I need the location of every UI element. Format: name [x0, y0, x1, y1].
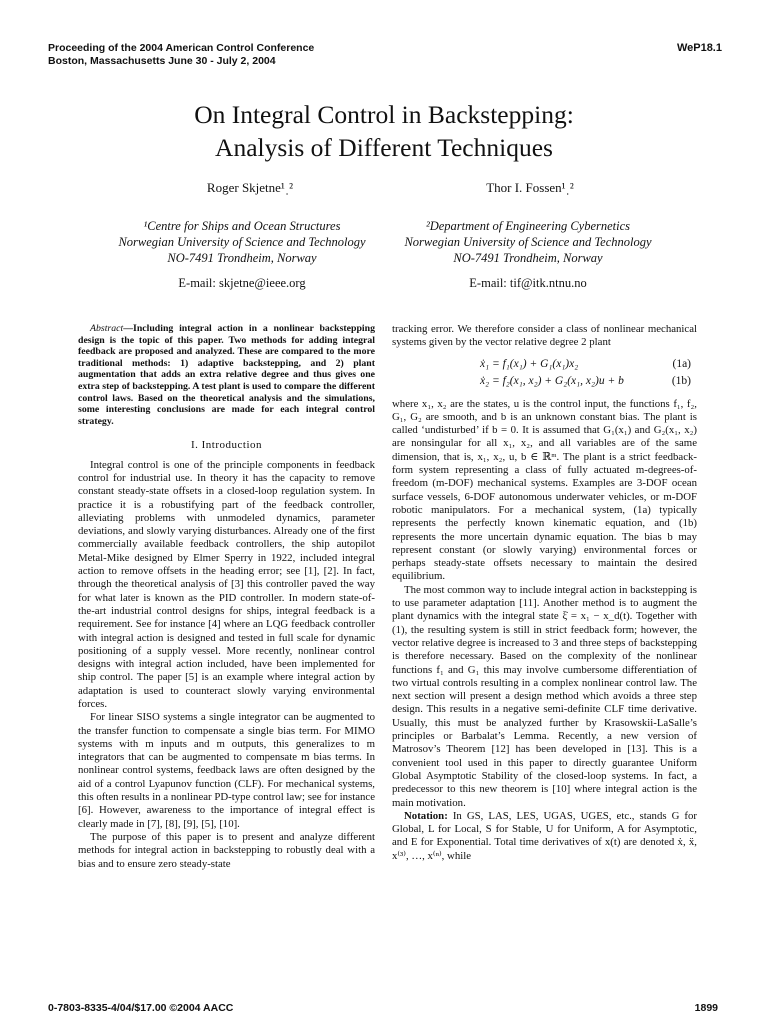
notation-paragraph [392, 810, 697, 863]
title-line-1: On Integral Control in Backstepping: [194, 100, 574, 129]
conference-location: Boston, Massachusetts June 30 - July 2, 2004 [48, 55, 276, 67]
affiliation-1-dept: ¹Centre for Ships and Ocean Structures [143, 219, 341, 233]
paragraph: For linear SISO systems a single integrator can be augmented to the transfer function to compensate a single bias term. For MIMO systems with m inputs and m outputs, this generalizes to m integrators that can be augmented to compensate m bias terms. In nonlinear control systems, feedback laws are often designed by the aid of a control Lyapunov function (CLF). For mechanical systems, this often results in a nonlinear PD-type control law; see for instance [6]. However, awareness to the importance of integral effect is clearly made in [7], [8], [9], [5], [10]. [78, 711, 375, 830]
paragraph: tracking error. We therefore consider a class of nonlinear mechanical systems given by the vector relative degree 2 plant [392, 323, 697, 349]
right-column [392, 323, 697, 863]
equation-1b [392, 375, 697, 392]
conference-name: Proceeding of the 2004 American Control Conference [48, 42, 315, 54]
paper-title [0, 98, 768, 164]
equation-body: ẋ₂ = f₂(x₁, x₂) + G₂(x₁, x₂)u + b [480, 374, 624, 387]
notation-label: Notation: [404, 809, 448, 822]
page-number: 1899 [694, 1002, 718, 1014]
session-code: WeP18.1 [676, 42, 722, 54]
affiliation-2-dept: ²Department of Engineering Cybernetics [425, 219, 631, 233]
equation-1a [392, 358, 697, 375]
equation-number: (1b) [671, 374, 691, 387]
equation-number: (1a) [672, 357, 691, 370]
affiliation-1-university: Norwegian University of Science and Technology [118, 235, 366, 249]
abstract-label: Abstract [90, 323, 124, 334]
title-line-2: Analysis of Different Techniques [215, 133, 553, 162]
affiliation-2 [368, 218, 688, 266]
paragraph: The most common way to include integral action in backstepping is to use parameter adaptation [11]. Another method is to augment the plant dynamics with the integral state ξ̇ = x₁ − x_d(t). Together with (1), the resulting system is still in strict feedback form; however, the vector relative degree is increased to 3 and three steps of backstepping is therefore necessary. Based on the complexity of the nonlinear functions f₁ and G₁ this may involve cumbersome differentiation of two virtual controls resulting in a complex nonlinear control law. The next section will present a design method which avoids a three step design. This results in a negative semi-definite CLF time derivative. Usually, this must be analyzed further by Krasowskii-LaSalle’s principles or Barbalat’s Lemma. Recently, a new version of Matrosov’s Theorem [12] has been developed in [13]. This is a convenient tool used in this paper to directly guarantee Uniform Global Asymptotic Stability of the closed-loop systems. In fact, a predecessor to this new theorem is [10] where integral action is the main motivation. [392, 583, 697, 809]
email-2: E-mail: tif@itk.ntnu.no [469, 276, 587, 290]
paragraph: where x₁, x₂ are the states, u is the control input, the functions f₁, f₂, G₁, G₂ are smooth, and b is an unknown constant bias. The plant is called ‘undisturbed’ if b = 0. It is assumed that G₁(x₁) and G₂(x₁, x₂) are nonsingular for all x₁, x₂, and all variables are of the same dimension, that is, x₁, x₂, u, b ∈ ℝᵐ. The plant is a strict feedback-form system representing a class of fully actuated m-degrees-of-freedom (m-DOF) mechanical systems. Examples are 3-DOF ocean surface vessels, 6-DOF autonomous underwater vehicles, or m-DOF robotic manipulators. For a mechanical system, (1a) typically represents the perfectly known kinematic equation, and (1b) represents the more uncertain dynamic equation. The bias b may represent constant (or slowly varying) environmental forces or perhaps steady-state offsets necessary to maintain the desired equilibrium. [392, 397, 697, 583]
abstract-text: —Including integral action in a nonlinear backstepping design is the topic of this paper. Two methods for adding integral feedback are proposed and analyzed. These are compared to the more traditional methods: 1) adaptive backstepping, and 2) plant augmentation that adds an extra relative degree and thus gives one extra step of backstepping. A test plant is used to compare the different control laws. Based on the theoretical analysis and the simulations, some interesting conclusions are made for each integral control strategy. [78, 323, 375, 427]
abstract [78, 323, 375, 427]
paragraph: The purpose of this paper is to present and analyze different methods for integral action in backstepping to robustly deal with a bias and to ensure zero steady-state [78, 830, 375, 870]
affiliation-1-address: NO-7491 Trondheim, Norway [167, 251, 317, 265]
conference-header [48, 42, 314, 68]
paragraph: Integral control is one of the principle components in feedback control for industrial use. In theory it has the capacity to remove constant steady-state offsets in a closed-loop regulation system. In practice it is a robustifying part of the feedback controller, alleviating problems with unmodeled dynamics, parameter deviations, and slowly varying disturbances. Already one of the first commercially available feedback controllers, the ship autopilot Metal-Mike designed by Elmer Sperry in 1922, included integral action to remove offsets in the heading error; see [1], [2]. In fact, through the theoretical analysis of [3] this controller paved the way for what later is known as the PID controller. In modern state-of-the-art industrial control designs for ships, integral feedback is a requirement. See for instance [4] where an LQG feedback controller with integral action is designed and tested in full scale for dynamic positioning of a supply vessel. More recently, nonlinear control designs with integral action included, have been implemented for ship control. The paper [5] is an example where integral action by adaptation is used to counteract slowly varying environmental forces. [78, 458, 375, 710]
email-1: E-mail: skjetne@ieee.org [178, 276, 306, 290]
left-column [78, 323, 375, 871]
equation-body: ẋ₁ = f₁(x₁) + G₁(x₁)x₂ [480, 357, 579, 370]
footer-copyright: 0-7803-8335-4/04/$17.00 ©2004 AACC [48, 1002, 234, 1014]
section-heading: I. Introduction [190, 439, 263, 452]
affiliation-2-address: NO-7491 Trondheim, Norway [453, 251, 603, 265]
affiliation-2-university: Norwegian University of Science and Technology [404, 235, 652, 249]
affiliation-1 [82, 218, 402, 266]
author-2: Thor I. Fossen¹ˌ² [486, 180, 574, 195]
notation-text: In GS, LAS, LES, UGAS, UGES, etc., stands G for Global, L for Local, S for Stable, U for Uniform, A for Asymptotic, and E for Exponential. Total time derivatives of x(t) are denoted ẋ, ẍ, x⁽³⁾, …, x⁽ⁿ⁾, while [392, 809, 697, 862]
author-1: Roger Skjetne¹ˌ² [206, 180, 294, 195]
